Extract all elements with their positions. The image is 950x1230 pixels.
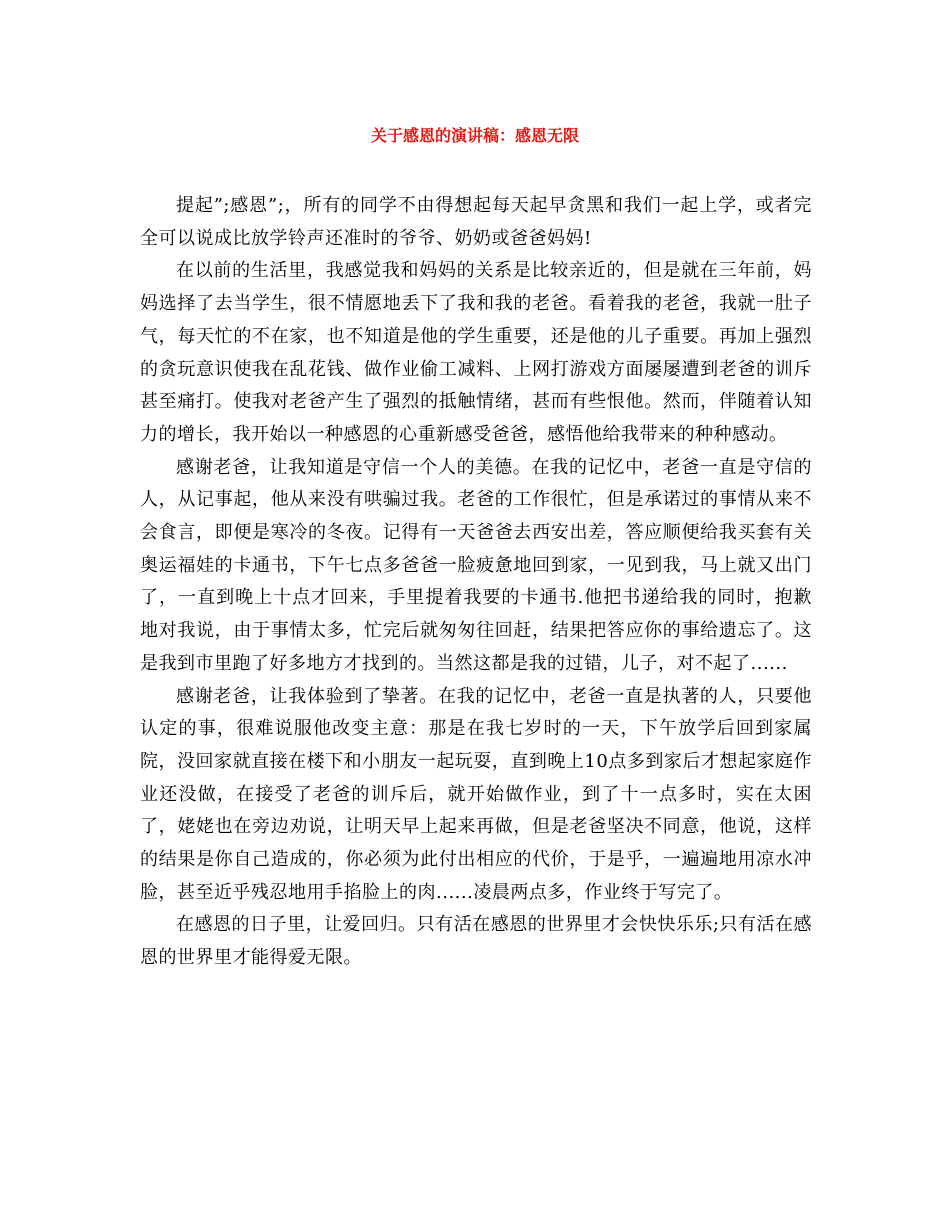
- page-title: 关于感恩的演讲稿：感恩无限: [370, 126, 579, 145]
- paragraph-3: 感谢老爸，让我知道是守信一个人的美德。在我的记忆中，老爸一直是守信的人，从记事起，他从来没有哄骗过我。老爸的工作很忙，但是承诺过的事情从来不会食言，即便是寒冷的冬夜。记得有一天爸爸去西安出差，答应顺便给我买套有关奥运福娃的卡通书，下午七点多爸爸一脸疲惫地回到家，一见到我，马上就又出门了，一直到晚上十点才回来，手里提着我要的卡通书.他把书递给我的同时，抱歉地对我说，由于事情太多，忙完后就匆匆往回赶，结果把答应你的事给遗忘了。这是我到市里跑了好多地方才找到的。当然这都是我的过错，儿子，对不起了......: [140, 456, 812, 674]
- paragraph-2: 在以前的生活里，我感觉我和妈妈的关系是比较亲近的，但是就在三年前，妈妈选择了去当学生，很不情愿地丢下了我和我的老爸。看着我的老爸，我就一肚子气，每天忙的不在家，也不知道是他的学生重要，还是他的儿子重要。再加上强烈的贪玩意识使我在乱花钱、做作业偷工减料、上网打游戏方面屡屡遭到老爸的训斥甚至痛打。使我对老爸产生了强烈的抵触情绪，甚而有些恨他。然而，伴随着认知力的增长，我开始以一种感恩的心重新感受爸爸，感悟他给我带来的种种感动。: [140, 260, 812, 445]
- document-body: [140, 190, 812, 975]
- paragraph-5: 在感恩的日子里，让爱回归。只有活在感恩的世界里才会快快乐乐;只有活在感恩的世界里才能得爱无限。: [140, 914, 812, 969]
- paragraph-1: 提起”;感恩”;，所有的同学不由得想起每天起早贪黑和我们一起上学，或者完全可以说成比放学铃声还准时的爷爷、奶奶或爸爸妈妈!: [140, 195, 812, 249]
- paragraph-4: 感谢老爸，让我体验到了挚著。在我的记忆中，老爸一直是执著的人，只要他认定的事，很难说服他改变主意：那是在我七岁时的一天，下午放学后回到家属院，没回家就直接在楼下和小朋友一起玩耍，直到晚上10点多到家后才想起家庭作业还没做，在接受了老爸的训斥后，就开始做作业，到了十一点多时，实在太困了，姥姥也在旁边劝说，让明天早上起来再做，但是老爸坚决不同意，他说，这样的结果是你自己造成的，你必须为此付出相应的代价，于是乎，一遍遍地用凉水冲脸，甚至近乎残忍地用手掐脸上的肉......凌晨两点多，作业终于写完了。: [140, 685, 812, 903]
